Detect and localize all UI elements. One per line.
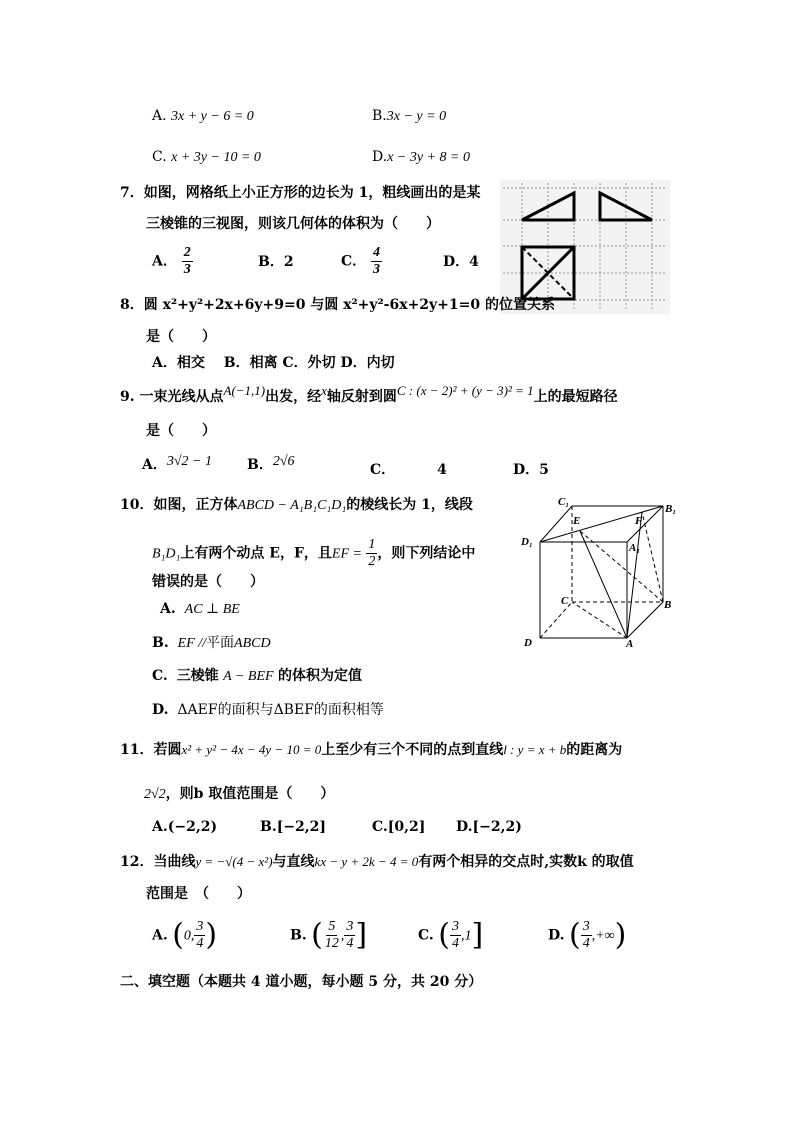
q7-line1: 7．如图，网格纸上小正方形的边长为 1，粗线画出的是某	[120, 185, 481, 201]
q11-option-c: C.[0,2]	[372, 819, 426, 835]
edge-D1C1	[540, 506, 572, 542]
q10-option-a: A. AC ⊥ BE	[160, 601, 240, 617]
q9-line2: 是（ ）	[146, 423, 216, 439]
label-B: B	[664, 599, 672, 611]
q11-option-a: A.(−2,2)	[152, 819, 218, 835]
q12-option-a: A. (0, $\frac{3}{4}$ )	[152, 917, 218, 953]
q10-option-c: C. 三棱锥 A − BEF 的体积为定值	[152, 668, 362, 684]
q7-option-b: B．2	[258, 254, 294, 270]
section-2-heading: 二、填空题（本题共 4 道小题，每小题 5 分，共 20 分）	[120, 974, 483, 990]
label-F: F	[635, 515, 643, 527]
q11-line2: 2√2，则b 取值范围是（ ）	[144, 786, 335, 802]
label-A1: A₁	[629, 542, 641, 554]
cube-figure	[518, 494, 682, 654]
label-B1: B₁	[665, 503, 677, 515]
edge-AB	[627, 602, 663, 638]
q6-option-d: D.x − 3y + 8 = 0	[372, 149, 470, 165]
label-C1: C₁	[558, 496, 570, 508]
segment-AE	[580, 531, 627, 638]
q9-line1: 9. 一束光线从点A(−1,1)出发，经x轴反射到圆C : (x − 2)² + (y − 3)² = 1上的最短路径	[120, 383, 618, 405]
q6-option-a: A. 3x + y − 6 = 0	[152, 108, 254, 124]
q7-line2: 三棱锥的三视图，则该几何体的体积为（ ）	[146, 216, 440, 232]
q6-option-c: C. x + 3y − 10 = 0	[152, 149, 261, 165]
q9-option-a: A．3√2 − 1	[142, 454, 213, 473]
q6-option-b: B.3x − y = 0	[372, 108, 447, 124]
label-D1: D₁	[521, 536, 533, 548]
q10-line3: 错误的是（ ）	[152, 574, 264, 590]
q12-option-b: B. ( $\frac{5}{12}$ , $\frac{3}{4}$ ]	[290, 917, 368, 953]
q8-line1: 8．圆 x²+y²+2x+6y+9=0 与圆 x²+y²-6x+2y+1=0 的位置关系	[120, 297, 556, 313]
q12-line2: 范围是 （ ）	[146, 886, 251, 902]
q8-line2: 是（ ）	[146, 329, 216, 345]
label-E: E	[573, 515, 581, 527]
q12-line1: 12．当曲线y = −√(4 − x²)与直线kx − y + 2k − 4 = 0有两个相异的交点时,实数k 的取值	[120, 854, 634, 870]
q9-option-d: D．5	[513, 462, 549, 478]
q7-option-d: D．4	[443, 254, 479, 270]
q10-option-d: D. ΔAEF的面积与ΔBEF的面积相等	[152, 702, 384, 718]
q9-option-b: B．2√6	[247, 454, 295, 473]
q11-line1: 11．若圆x² + y² − 4x − 4y − 10 = 0上至少有三个不同的点到直线l : y = x + b的距离为	[120, 742, 623, 758]
q11-option-b: B.[−2,2]	[260, 819, 327, 835]
q10-option-b: B. EF //平面ABCD	[152, 635, 271, 651]
q7-option-c: C． $\frac{4}{3}$	[341, 245, 381, 277]
label-C: C	[561, 595, 569, 607]
segment-AF	[627, 512, 642, 638]
q11-option-d: D.[−2,2)	[456, 819, 522, 835]
q12-option-c: C. ( $\frac{3}{4}$ ,1]	[418, 917, 484, 953]
q9-option-c: C． 4	[370, 462, 447, 478]
label-D: D	[524, 637, 532, 649]
hidden-edge-DC	[540, 602, 572, 638]
q10-line2: B₁D₁上有两个动点 E，F，且EF = $\frac{1}{2}$ ，则下列结论中	[152, 537, 476, 569]
label-A: A	[626, 638, 634, 650]
q12-option-d: D. ( $\frac{3}{4}$ ,+∞)	[548, 917, 627, 953]
q7-option-a: A． $\frac{2}{3}$	[152, 245, 191, 277]
hidden-segment-BF	[642, 512, 663, 602]
q8-options: A．相交 B．相离 C．外切 D．内切	[152, 355, 395, 371]
q10-line1: 10．如图，正方体ABCD − A₁B₁C₁D₁的棱线长为 1，线段	[120, 497, 473, 513]
three-view-figure	[500, 180, 670, 314]
